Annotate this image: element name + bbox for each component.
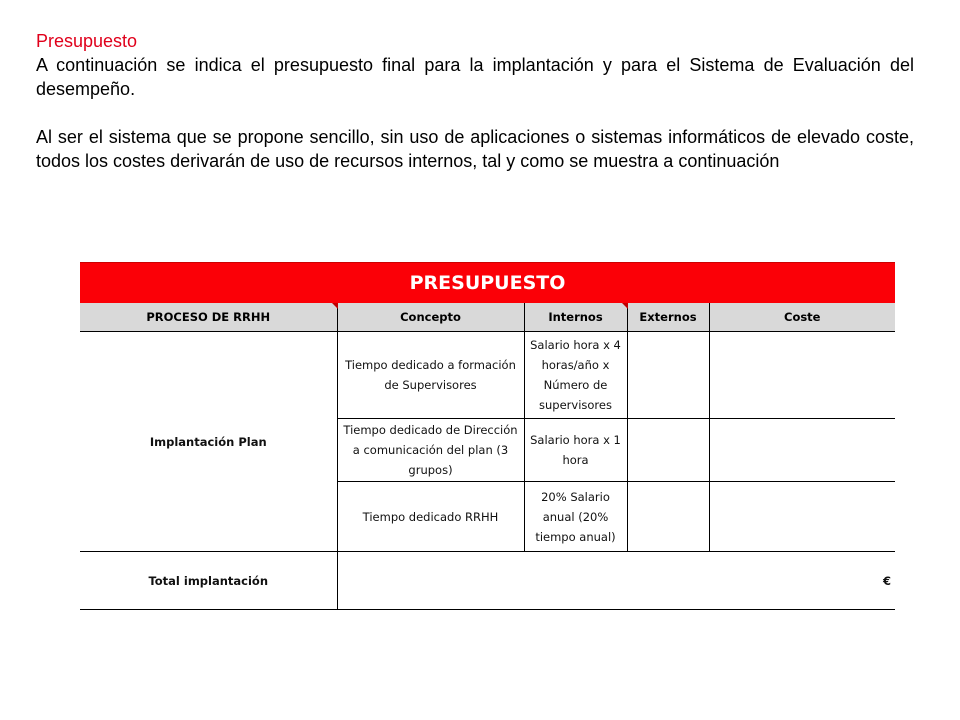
externos-cell [627, 419, 709, 482]
total-row [80, 552, 895, 610]
spacer [36, 101, 914, 125]
budget-grid [80, 303, 895, 610]
concepto-cell: Tiempo dedicado RRHH [337, 482, 524, 552]
externos-cell [627, 332, 709, 419]
concepto-cell: Tiempo dedicado de Dirección a comunicación del plan (3 grupos) [337, 419, 524, 482]
col-header-label: Concepto [400, 310, 461, 324]
col-header-concepto [337, 303, 524, 332]
internos-cell: 20% Salario anual (20% tiempo anual) [524, 482, 627, 552]
concepto-cell: Tiempo dedicado a formación de Supervisores [337, 332, 524, 419]
col-header-label: Externos [639, 310, 697, 324]
intro-paragraph-2: Al ser el sistema que se propone sencillo, sin uso de aplicaciones o sistemas informáticos de elevado coste, todos los costes derivarán de uso de recursos internos, tal y como se muestra a continuación [36, 127, 914, 171]
col-header-externos [627, 303, 709, 332]
section-heading: Presupuesto [36, 31, 138, 51]
total-label: Total implantación [80, 552, 337, 610]
intro-text [36, 29, 914, 173]
coste-cell [709, 332, 895, 419]
coste-cell [709, 482, 895, 552]
intro-paragraph-1: A continuación se indica el presupuesto final para la implantación y para el Sistema de Evaluación del desempeño. [36, 55, 914, 99]
col-header-label: Coste [784, 310, 821, 324]
budget-table [80, 262, 895, 610]
coste-cell [709, 419, 895, 482]
col-header-coste [709, 303, 895, 332]
internos-cell: Salario hora x 4 horas/año x Número de supervisores [524, 332, 627, 419]
total-value: € [337, 552, 895, 610]
col-header-proceso [80, 303, 337, 332]
table-row [80, 332, 895, 419]
budget-title: PRESUPUESTO [80, 262, 895, 303]
process-cell: Implantación Plan [80, 332, 337, 552]
internos-cell: Salario hora x 1 hora [524, 419, 627, 482]
header-row [80, 303, 895, 332]
col-header-label: PROCESO DE RRHH [146, 310, 271, 324]
col-header-label: Internos [548, 310, 603, 324]
externos-cell [627, 482, 709, 552]
col-header-internos [524, 303, 627, 332]
